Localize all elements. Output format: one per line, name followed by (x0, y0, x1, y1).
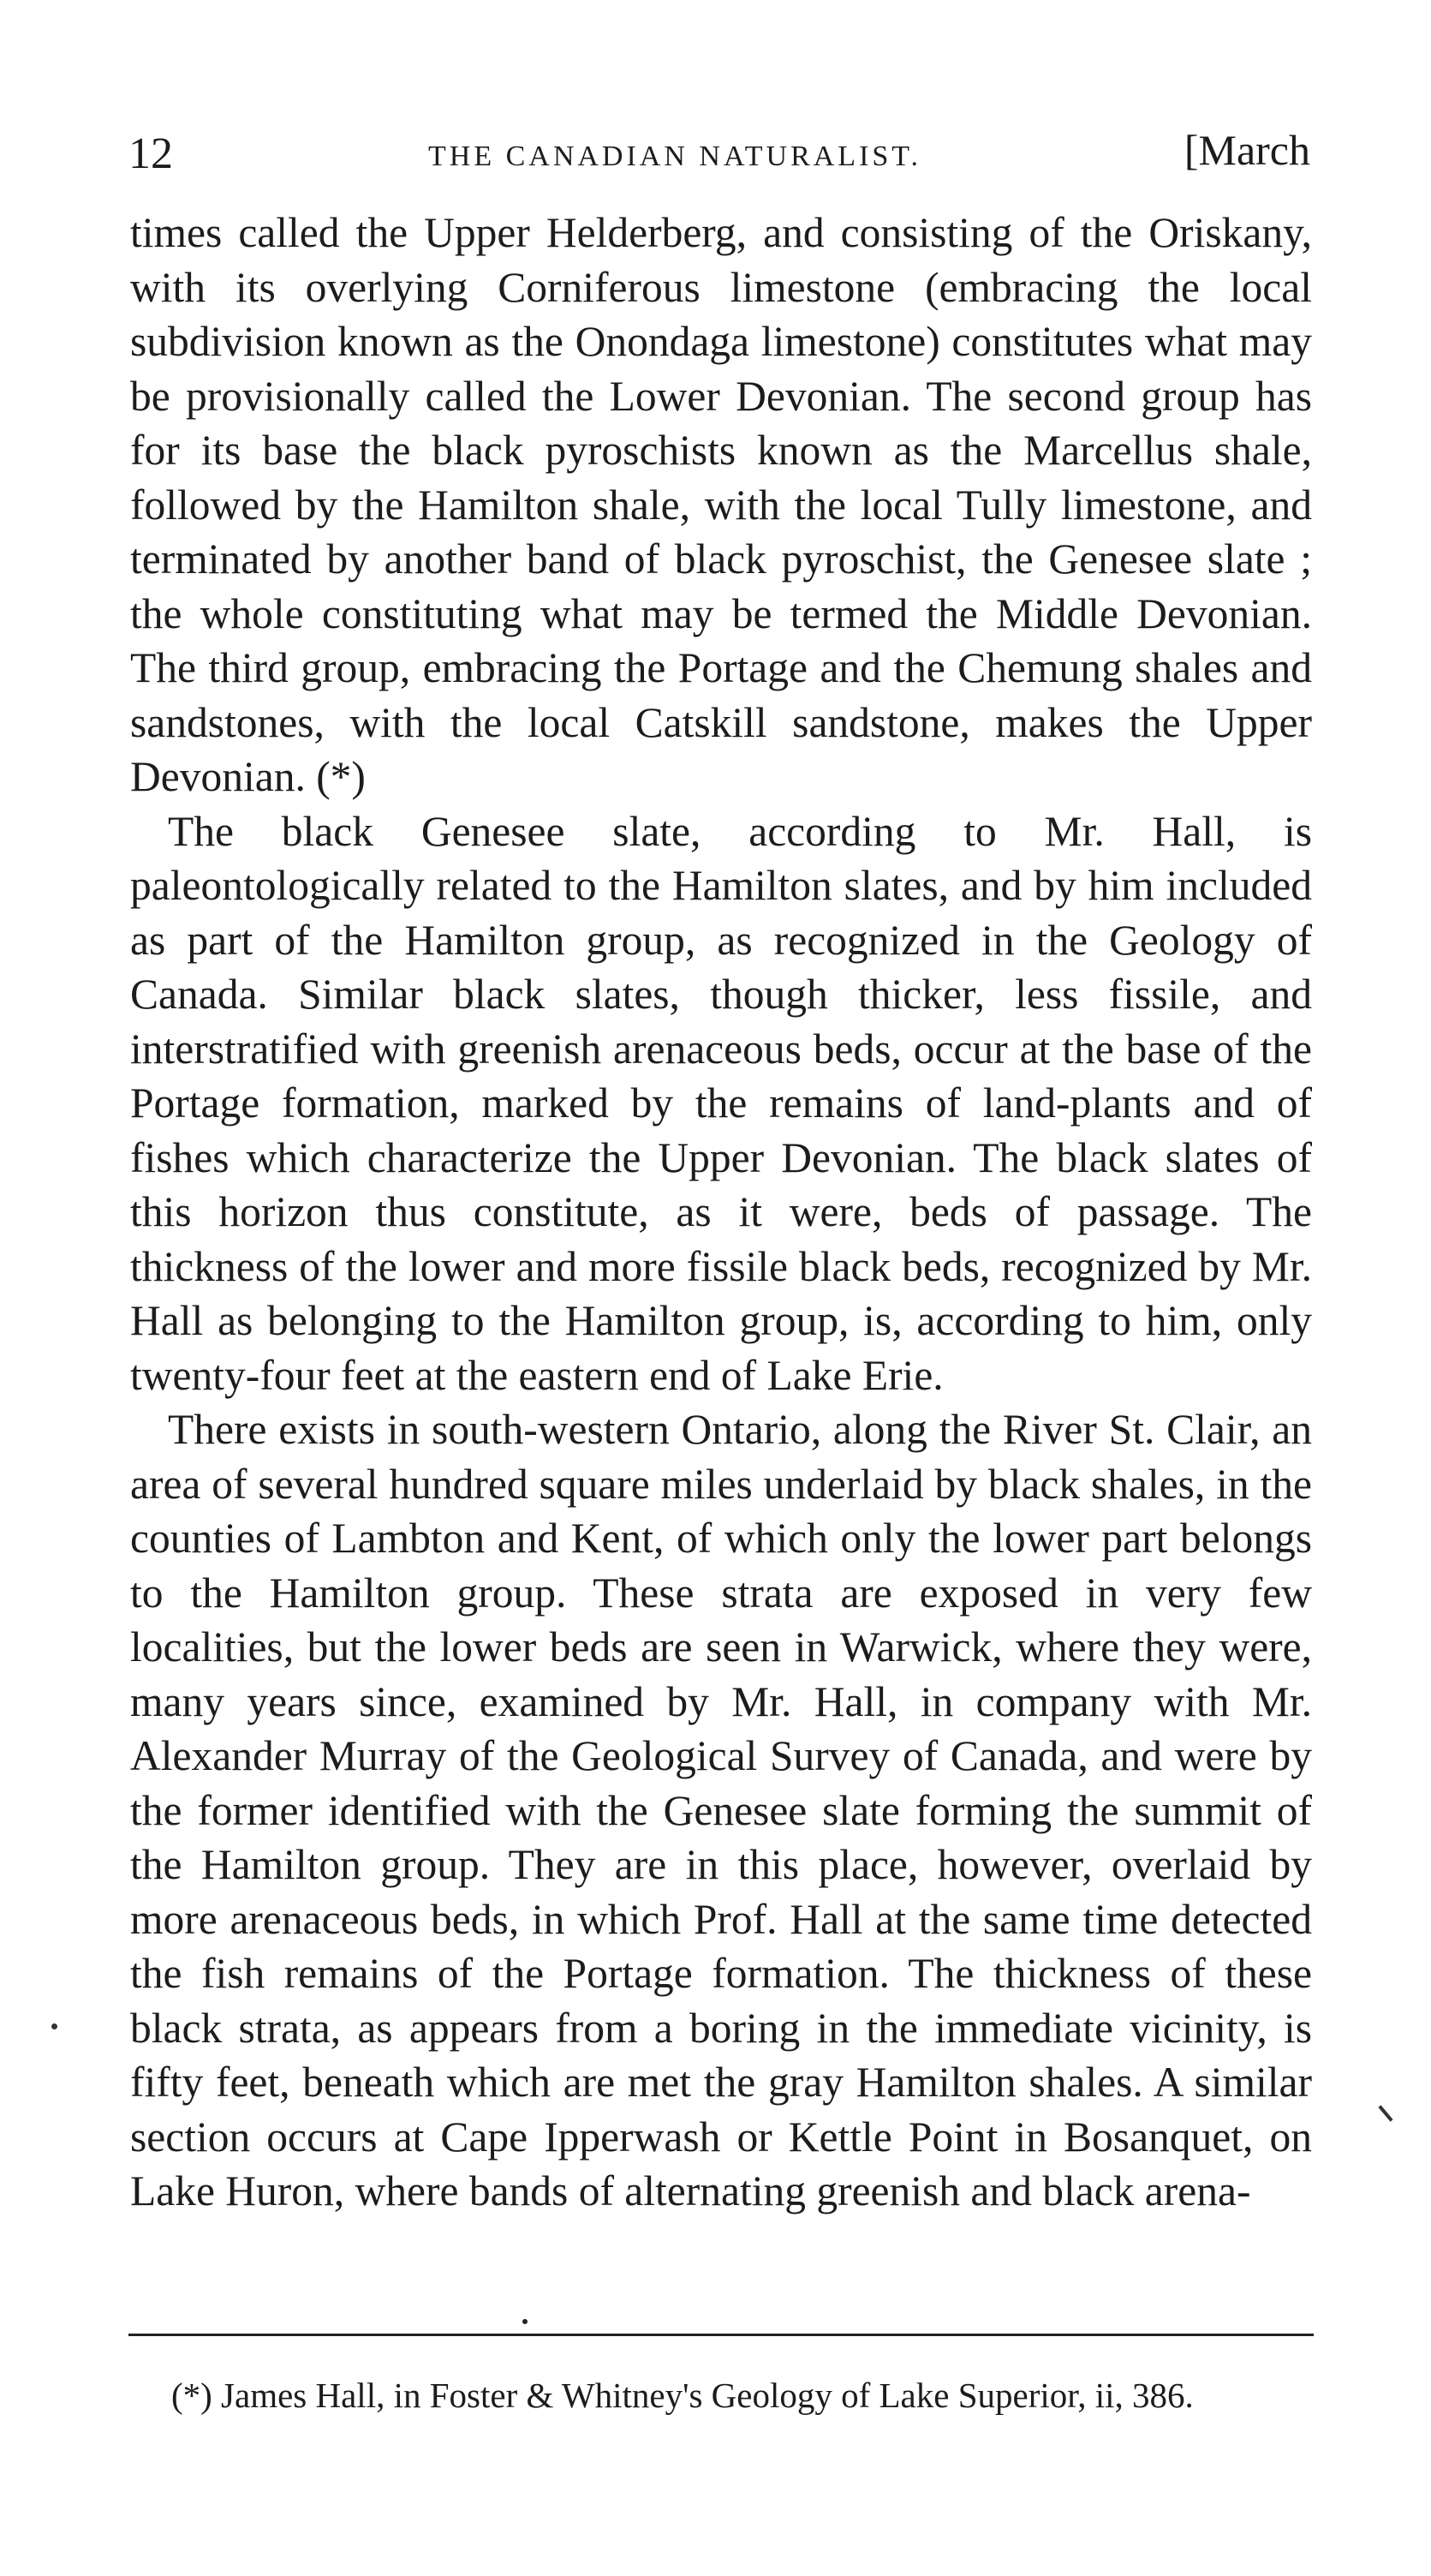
footnote: (*) James Hall, in Foster & Whitney's Geology of Lake Superior, ii, 386. (171, 2376, 1194, 2415)
paragraph-ontario-shales: There exists in south-western Ontario, along the River St. Clair, an area of several hundred square miles underlaid by black shales, in the counties of Lambton and Kent, of which only the lower part belongs to the Hamilton group. These strata are exposed in very few localities, but the lower beds are seen in Warwick, where they were, many years since, examined by Mr. Hall, in company with Mr. Alexander Murray of the Geological Survey of Canada, and were by the former identified with the Genesee slate forming the summit of the Hamilton group. They are in this place, however, overlaid by more arenaceous beds, in which Prof. Hall at the same time detected the fish remains of the Portage formation. The thickness of these black strata, as appears from a boring in the immediate vicinity, is fifty feet, beneath which are met the gray Hamilton shales. A similar section occurs at Cape Ipperwash or Kettle Point in Bosanquet, on Lake Huron, where bands of alternating greenish and black arena- (130, 1406, 1312, 2214)
page-number: 12 (128, 129, 173, 178)
journal-title: THE CANADIAN NATURALIST. (428, 140, 922, 172)
paragraph-genesee-slate: The black Genesee slate, according to Mr. Hall, is paleontologically related to the Hamilton slates, and by him included as part of the Hamilton group, as recognized in the Geology of Canada. Similar black slates, though thicker, less fissile, and interstratified with greenish arenaceous beds, occur at the base of the Portage formation, marked by the remains of land-plants and of fishes which characterize the Upper Devonian. The black slates of this horizon thus constitute, as it were, beds of passage. The thickness of the lower and more fissile black beds, recognized by Mr. Hall as belonging to the Hamilton group, is, according to him, only twenty-four feet at the eastern end of Lake Erie. (130, 807, 1312, 1399)
running-head (128, 111, 1310, 180)
margin-speck (51, 2023, 57, 2029)
rule-mark (522, 2319, 528, 2324)
paragraph-continued: times called the Upper Helderberg, and consisting of the Oriskany, with its overlying Corniferous limestone (embracing the local subdivision known as the Onondaga limestone) constitutes what may be provisionally called the Lower Devonian. The second group has for its base the black pyroschists known as the Marcellus shale, followed by the Hamilton shale, with the local Tully limestone, and terminated by another band of black pyroschist, the Genesee slate ; the whole constituting what may be termed the Middle Devonian. The third group, embracing the Portage and the Chemung shales and sandstones, with the local Catskill sandstone, makes the Upper Devonian. (*) (130, 209, 1312, 800)
margin-mark (1378, 2105, 1392, 2121)
footnote-divider (128, 2334, 1314, 2336)
body-text (130, 206, 1312, 2219)
issue-month: [March (1184, 126, 1310, 174)
